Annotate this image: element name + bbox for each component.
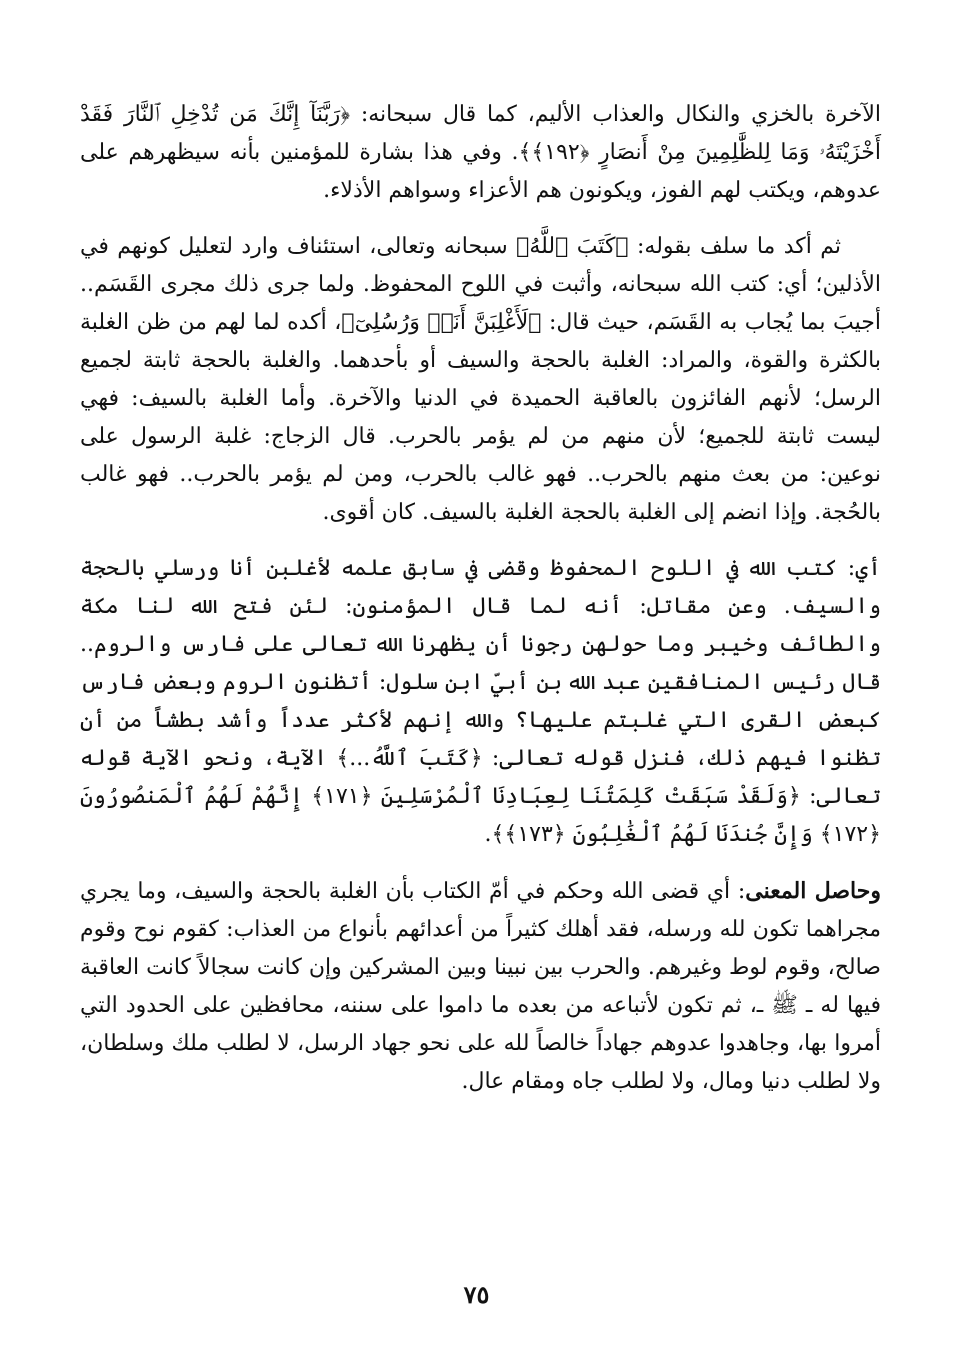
paragraph-2 <box>80 228 881 532</box>
paragraph-1 <box>80 96 881 210</box>
paragraph-3-text: أي: كتب الله في اللوح المحفوظ وقضى في سابق علمه لأغلبن أنا ورسلي بالحجة والسيف. وعن مقاتل: أنه لما قال المؤمنون: لئن فتح الله لنا مكة والطائف وخيبر وما حولهن رجونا أن يظهرنا الله تعالى على فارس والروم.. قال رئيس المنافقين عبد الله بن أبيّ ابن سلول: أتظنون الروم وبعض فارس كبعض القرى التي غلبتم عليها؟ والله إنهم لأكثر عدداً وأشد بطشاً من أن تظنوا فيهم ذلك، فنزل قوله تعالى: ﴿كَتَبَ ٱللَّهُ...﴾ الآية، ونحو الآية قوله تعالى: ﴿وَلَقَدْ سَبَقَتْ كَلِمَتُنَا لِعِبَادِنَا ٱلْمُرْسَلِينَ ﴿١٧١﴾ إِنَّهُمْ لَهُمُ ٱلْمَنصُورُونَ ﴿١٧٢﴾ وَإِنَّ جُندَنَا لَهُمُ ٱلْغَٰلِبُونَ ﴿١٧٣﴾﴾. <box>80 556 882 847</box>
paragraph-1-text: الآخرة بالخزي والنكال والعذاب الأليم، كما قال سبحانه: ﴿رَبَّنَآ إِنَّكَ مَن تُدْخِلِ ٱلنَّارَ فَقَدْ أَخْزَيْتَهُۥ وَمَا لِلظَّٰلِمِينَ مِنْ أَنصَارٍ ﴿١٩٢﴾﴾. وفي هذا بشارة للمؤمنين بأنه سيظهرهم على عدوهم، ويكتب لهم الفوز، ويكونون هم الأعزاء وسواهم الأذلاء. <box>80 102 881 203</box>
paragraph-4-lead: وحاصل المعنى <box>745 878 881 904</box>
paragraph-2-text: ثم أكد ما سلف بقوله: ﴿كَتَبَ ٱللَّهُ﴾ سبحانه وتعالى، استئناف وارد لتعليل كونهم في الأذلين؛ أي: كتب الله سبحانه، وأثبت في اللوح المحفوظ. ولما جرى ذلك مجرى القَسَم.. أجيبَ بما يُجاب به القَسَم، حيث قال: ﴿لَأَغْلِبَنَّ أَنَا۠ وَرُسُلِىٓ﴾، أكده لما لهم من ظن الغلبة بالكثرة والقوة، والمراد: الغلبة بالحجة والسيف أو بأحدهما. والغلبة بالحجة ثابتة لجميع الرسل؛ لأنهم الفائزون بالعاقبة الحميدة في الدنيا والآخرة. وأما الغلبة بالسيف: فهي ليست ثابتة للجميع؛ لأن منهم من لم يؤمر بالحرب. قال الزجاج: غلبة الرسول على نوعين: من بعث منهم بالحرب.. فهو غالب بالحرب، ومن لم يؤمر بالحرب.. فهو غالب بالحُجة. وإذا انضم إلى الغلبة بالحجة الغلبة بالسيف. كان أقوى. <box>80 234 881 525</box>
page-number: ٧٥ <box>463 1280 490 1309</box>
paragraph-3 <box>80 550 881 854</box>
paragraph-4 <box>80 872 881 1101</box>
paragraph-4-text: : أي قضى الله وحكم في أمّ الكتاب بأن الغلبة بالحجة والسيف، وما يجري مجراهما تكون لله ورسله، فقد أهلك كثيراً من أعدائهم بأنواع من العذاب: كقوم نوح وقوم صالح، وقوم لوط وغيرهم. والحرب بين نبينا وبين المشركين وإن كانت سجالاً كانت العاقبة فيها له ـ ﷺ ـ، ثم تكون لأتباعه من بعده ما داموا على سننه، محافظين على الحدود التي أمروا بها، وجاهدوا عدوهم جهاداً خالصاً لله على نحو جهاد الرسل، لا لطلب ملك وسلطان، ولا لطلب دنيا ومال، ولا لطلب جاه ومقام عال. <box>80 879 881 1094</box>
